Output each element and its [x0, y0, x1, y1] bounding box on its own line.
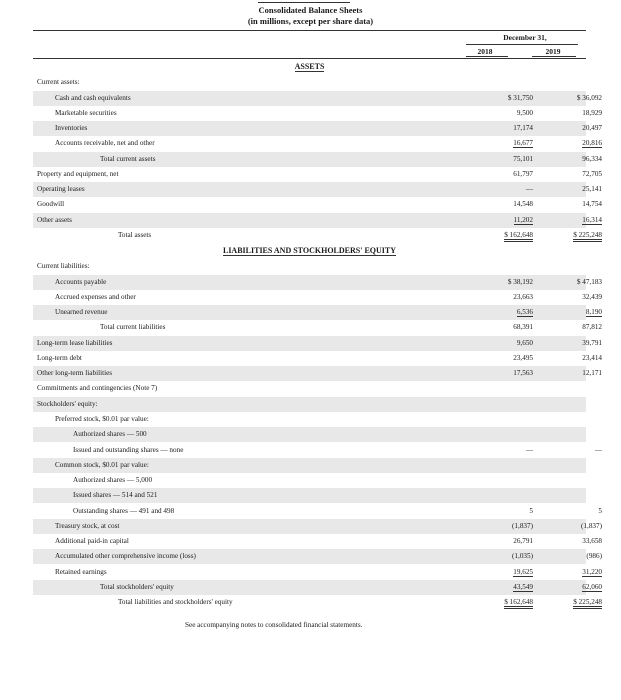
statement-title: Consolidated Balance Sheets	[258, 5, 363, 15]
table-row	[33, 366, 602, 381]
value-2019: 72,705	[582, 170, 602, 178]
value-2019: 12,171	[582, 369, 602, 377]
year-2018-underline	[466, 56, 508, 57]
table-row	[33, 91, 602, 106]
value-2019	[538, 488, 602, 503]
value-2019: 20,497	[582, 124, 602, 132]
row-label: Other long-term liabilities	[37, 369, 113, 377]
row-label: Common stock, $0.01 par value:	[55, 461, 149, 469]
table-row	[33, 381, 586, 396]
row-label: Retained earnings	[55, 568, 107, 576]
row-label: Accumulated other comprehensive income (loss)	[55, 552, 196, 560]
row-label: Long-term lease liabilities	[37, 339, 113, 347]
table-row	[33, 595, 602, 610]
assets-section-heading: ASSETS	[294, 62, 325, 71]
footnote: See accompanying notes to consolidated financial statements.	[185, 621, 363, 629]
row-label: Current liabilities:	[37, 262, 90, 270]
year-2019-header: 2019	[545, 47, 561, 56]
table-row	[33, 427, 586, 442]
table-row	[33, 106, 602, 121]
value-2019: $ 36,092	[576, 94, 602, 102]
value-2018	[465, 427, 533, 442]
value-2018: 23,663	[513, 293, 533, 301]
value-2019: 16,314	[582, 216, 602, 224]
value-2019: 18,929	[582, 109, 602, 117]
row-label: Total current liabilities	[100, 323, 166, 331]
table-row	[33, 167, 602, 182]
table-row	[33, 213, 602, 228]
value-2019: 39,791	[582, 339, 602, 347]
value-2018	[465, 381, 533, 396]
header-rule	[33, 30, 586, 31]
table-row	[33, 136, 602, 151]
table-row	[33, 182, 602, 197]
table-row	[33, 121, 602, 136]
value-2019: 96,334	[582, 155, 602, 163]
value-2018	[465, 397, 533, 412]
value-2018: 5	[529, 507, 533, 515]
value-2019: 31,220	[582, 568, 602, 576]
year-2018-header: 2018	[477, 47, 493, 56]
value-2019: 33,658	[582, 537, 602, 545]
value-2019: 23,414	[582, 354, 602, 362]
row-label: Accrued expenses and other	[55, 293, 136, 301]
value-2019: 8,190	[585, 308, 602, 316]
row-label: Authorized shares — 500	[73, 430, 147, 438]
table-row	[33, 397, 586, 412]
value-2018: (1,035)	[512, 552, 533, 560]
value-2018: 9,650	[516, 339, 533, 347]
value-2018: —	[525, 446, 533, 454]
value-2019: $ 225,248	[538, 595, 602, 610]
value-2019	[538, 75, 602, 90]
column-header-rule	[33, 58, 586, 59]
row-label: Total stockholders' equity	[100, 583, 174, 591]
table-row	[33, 290, 602, 305]
table-row	[33, 443, 602, 458]
value-2018: 43,549	[513, 583, 533, 591]
value-2018: $ 162,648	[465, 595, 533, 610]
row-label: Treasury stock, at cost	[55, 522, 120, 530]
row-label: Total assets	[118, 231, 152, 239]
value-2019: 87,812	[582, 323, 602, 331]
value-2018	[465, 75, 533, 90]
value-2019: 62,060	[582, 583, 602, 591]
value-2018: 11,202	[513, 216, 533, 224]
value-2018	[465, 412, 533, 427]
period-header: December 31,	[503, 33, 547, 42]
year-2019-underline	[532, 56, 576, 57]
value-2018: 19,625	[513, 568, 533, 576]
value-2018	[465, 259, 533, 274]
row-label: Preferred stock, $0.01 par value:	[55, 415, 149, 423]
value-2019: 14,754	[582, 200, 602, 208]
table-row	[33, 580, 602, 595]
value-2018: 75,101	[513, 155, 533, 163]
row-label: Commitments and contingencies (Note 7)	[37, 384, 158, 392]
value-2019: 25,141	[582, 185, 602, 193]
row-label: Inventories	[55, 124, 88, 132]
value-2019	[538, 412, 602, 427]
table-row	[33, 412, 586, 427]
value-2018: 17,563	[513, 369, 533, 377]
value-2019: 32,439	[582, 293, 602, 301]
row-label: Issued shares — 514 and 521	[73, 491, 158, 499]
value-2019	[538, 397, 602, 412]
value-2019: —	[594, 446, 602, 454]
row-label: Stockholders' equity:	[37, 400, 98, 408]
value-2018: 23,495	[513, 354, 533, 362]
row-label: Long-term debt	[37, 354, 82, 362]
value-2019	[538, 458, 602, 473]
period-underline	[466, 44, 578, 45]
value-2019: 20,816	[582, 139, 602, 147]
value-2018: 26,791	[513, 537, 533, 545]
liabilities-section-heading: LIABILITIES AND STOCKHOLDERS' EQUITY	[222, 246, 397, 255]
value-2018: 68,391	[513, 323, 533, 331]
table-row	[33, 336, 602, 351]
value-2018: 6,536	[516, 308, 533, 316]
value-2019	[538, 473, 602, 488]
table-row	[33, 504, 602, 519]
row-label: Total current assets	[100, 155, 156, 163]
row-label: Additional paid-in capital	[55, 537, 129, 545]
table-row	[33, 305, 602, 320]
value-2018: 16,677	[513, 139, 533, 147]
table-row	[33, 565, 602, 580]
table-row	[33, 259, 586, 274]
value-2018: —	[525, 185, 533, 193]
value-2019: 5	[598, 507, 602, 515]
row-label: Authorized shares — 5,000	[73, 476, 153, 484]
value-2018: (1,837)	[512, 522, 533, 530]
row-label: Other assets	[37, 216, 72, 224]
value-2019	[538, 381, 602, 396]
value-2018	[465, 473, 533, 488]
row-label: Outstanding shares — 491 and 498	[73, 507, 175, 515]
value-2018: $ 162,648	[465, 228, 533, 243]
table-row	[33, 549, 602, 564]
row-label: Issued and outstanding shares — none	[73, 446, 184, 454]
row-label: Goodwill	[37, 200, 65, 208]
table-row	[33, 488, 586, 503]
table-row	[33, 320, 602, 335]
value-2018	[465, 458, 533, 473]
value-2018: 14,548	[513, 200, 533, 208]
value-2019: (1,837)	[581, 522, 602, 530]
table-row	[33, 458, 586, 473]
row-label: Operating leases	[37, 185, 85, 193]
row-label: Unearned revenue	[55, 308, 108, 316]
table-row	[33, 351, 602, 366]
row-label: Accounts receivable, net and other	[55, 139, 155, 147]
value-2018	[465, 488, 533, 503]
value-2018: 61,797	[513, 170, 533, 178]
table-row	[33, 228, 602, 243]
table-row	[33, 75, 586, 90]
table-row	[33, 519, 602, 534]
value-2018: $ 31,750	[507, 94, 533, 102]
row-label: Current assets:	[37, 78, 80, 86]
value-2018: 9,500	[516, 109, 533, 117]
value-2018: 17,174	[513, 124, 533, 132]
table-row	[33, 152, 602, 167]
value-2019	[538, 259, 602, 274]
table-row	[33, 275, 602, 290]
table-row	[33, 534, 602, 549]
value-2019: $ 47,183	[576, 278, 602, 286]
value-2019	[538, 427, 602, 442]
row-label: Marketable securities	[55, 109, 117, 117]
row-label: Total liabilities and stockholders' equity	[118, 598, 233, 606]
value-2019: $ 225,248	[538, 228, 602, 243]
table-row	[33, 473, 586, 488]
row-label: Cash and cash equivalents	[55, 94, 131, 102]
statement-subtitle: (in millions, except per share data)	[247, 16, 374, 26]
title-rule	[258, 2, 350, 3]
value-2018: $ 38,192	[507, 278, 533, 286]
row-label: Accounts payable	[55, 278, 107, 286]
table-row	[33, 197, 602, 212]
row-label: Property and equipment, net	[37, 170, 119, 178]
value-2019: (986)	[586, 552, 602, 560]
